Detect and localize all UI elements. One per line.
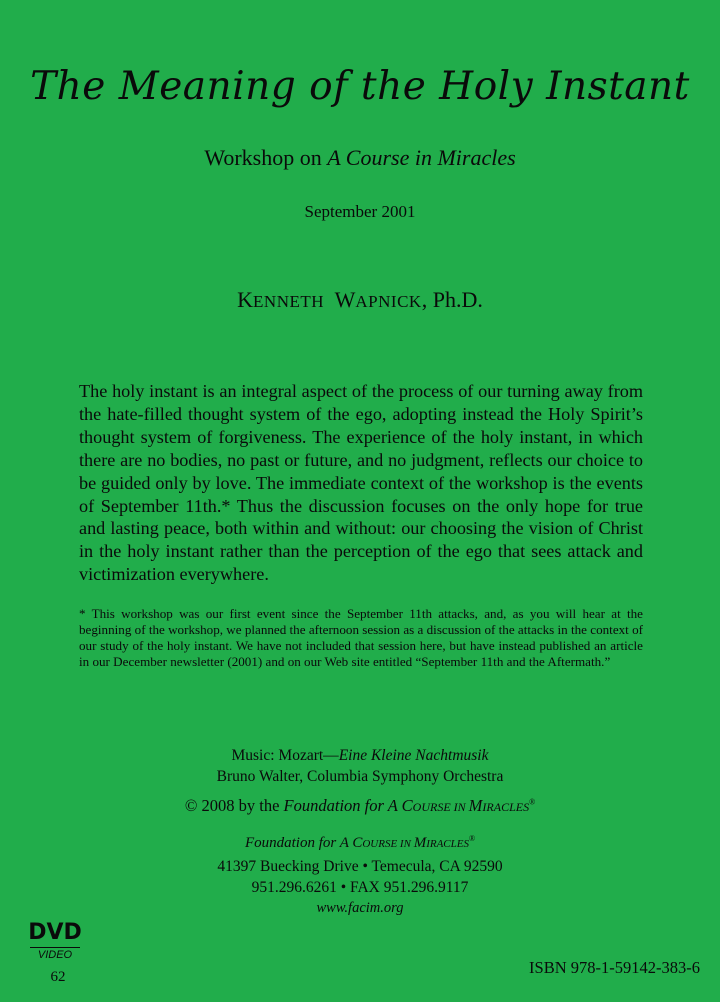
subtitle: [0, 145, 720, 171]
performer-line: Bruno Walter, Columbia Symphony Orchestra: [216, 768, 504, 785]
foundation-name: Foundation for A COURSE IN MIRACLES®: [244, 834, 476, 851]
dvd-logo-word: DVD: [28, 920, 82, 945]
copyright: © 2008 by the Foundation for A COURSE IN MIRACLES®: [184, 796, 536, 815]
title: The Meaning of the Holy Instant: [30, 64, 690, 109]
music-credit: [0, 745, 720, 787]
subtitle-book-title: A Course in Miracles: [327, 145, 516, 170]
foundation-phone: 951.296.6261 • FAX 951.296.9117: [251, 879, 469, 896]
foundation-address: 41397 Buecking Drive • Temecula, CA 92590: [217, 858, 503, 875]
music-line: Music: Mozart—Eine Kleine Nachtmusik: [231, 747, 489, 764]
workshop-date: September 2001: [304, 202, 416, 221]
footnote: * This workshop was our first event since the September 11th attacks, and, as you will hear at the beginning of the workshop, we planned the afternoon session as a discussion of the attacks in the context of our study of the holy instant. We have not included that session here, but have instead published an article in our December newsletter (2001) and on our Web site entitled “September 11th and the Aftermath.”: [79, 606, 643, 670]
dvd-logo-video: VIDEO: [30, 947, 80, 961]
catalog-number: 62: [50, 969, 66, 985]
description: The holy instant is an integral aspect of the process of our turning away from the hate-filled thought system of the ego, adopting instead the Holy Spirit’s thought system of forgiveness. The experience of the holy instant, in which there are no bodies, no past or future, and no judgment, reflects our choice to be guided only by love. The immediate context of the workshop is the events of September 11th.* Thus the discussion focuses on the only hope for true and lasting peace, both within and without: our choosing the vision of Christ in the holy instant rather than the perception of the ego that sees attack and victimization everywhere.: [79, 381, 643, 585]
foundation-website: www.facim.org: [316, 900, 404, 916]
author: KENNETH WAPNICK, Ph.D.: [237, 287, 483, 312]
subtitle-prefix: Workshop on: [204, 145, 328, 170]
dvd-video-logo: [14, 921, 96, 961]
isbn: ISBN 978-1-59142-383-6: [529, 958, 700, 977]
